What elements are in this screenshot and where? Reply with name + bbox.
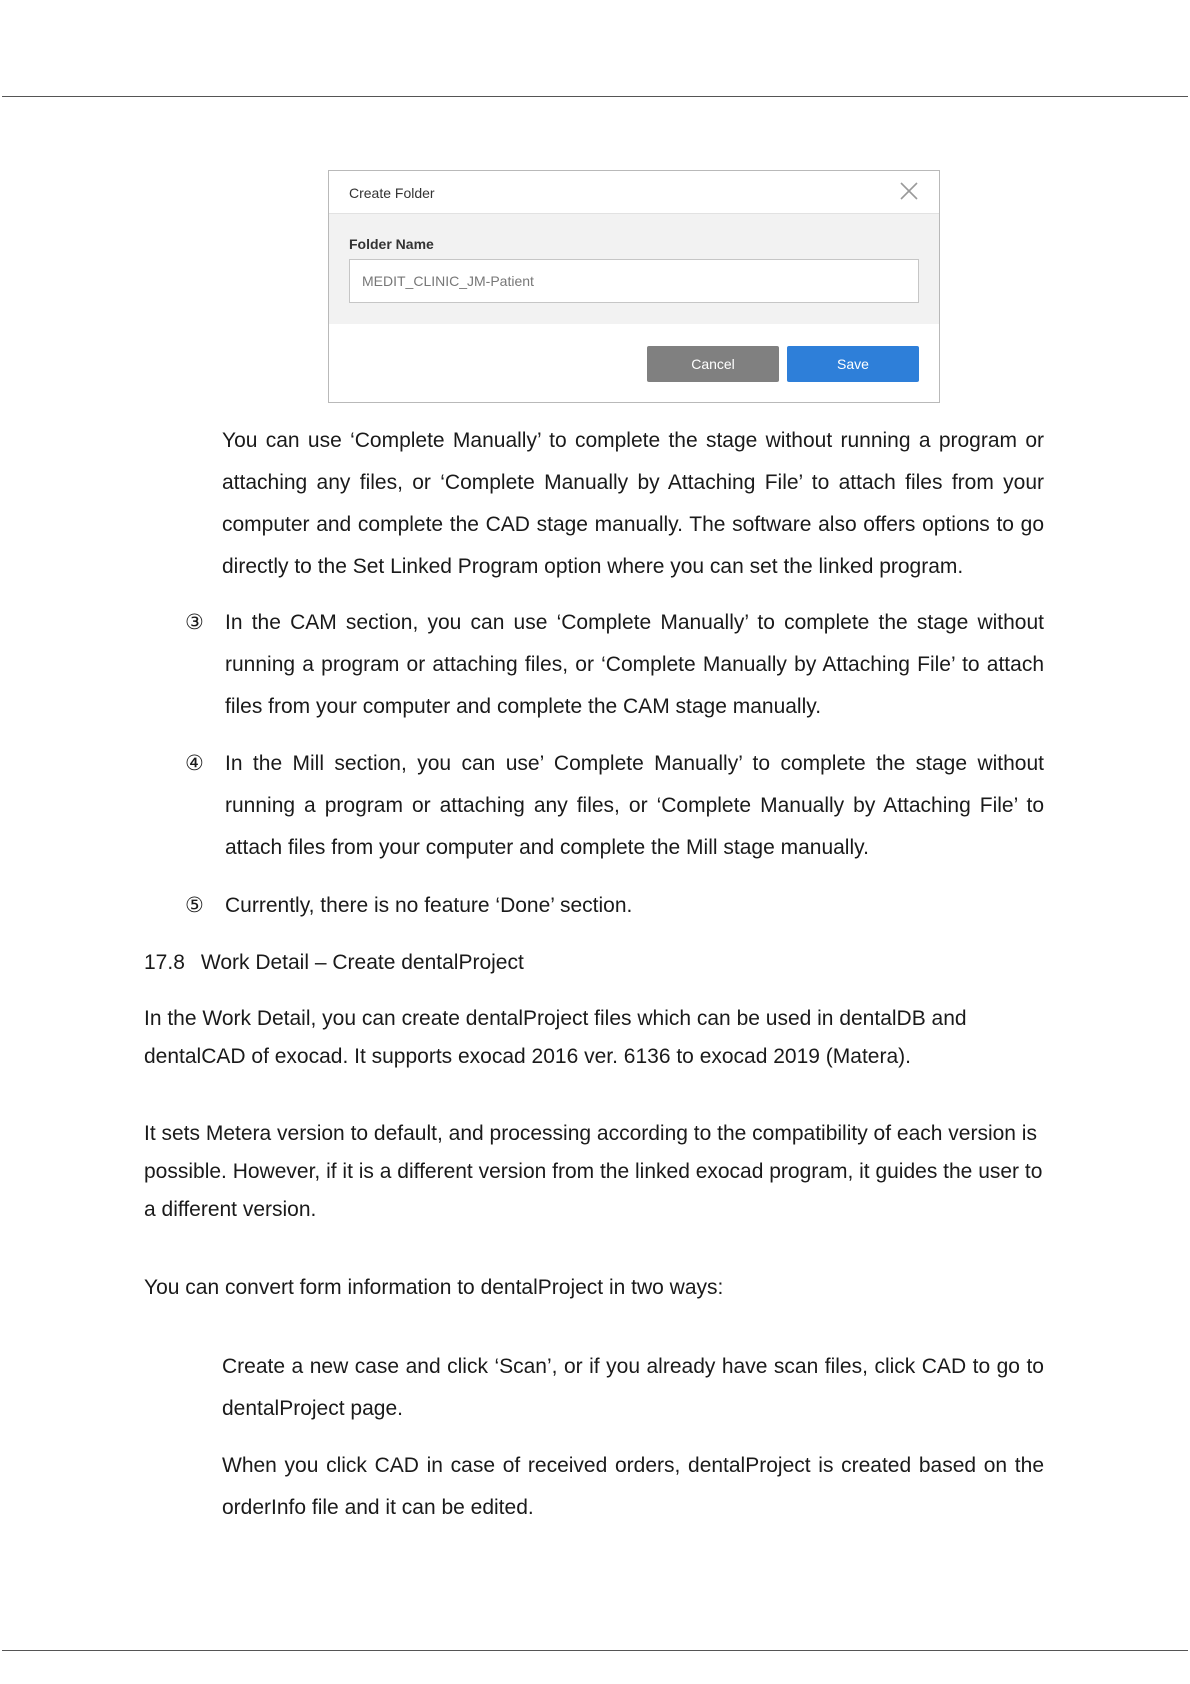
- intro-paragraph: You can use ‘Complete Manually’ to complete the stage without running a program or attaching any files, or ‘Complete Manually by Attaching File’ to attach files from your computer and complete the CAD stage manually. The software also offers options to go directly to the Set Linked Program option where you can set the linked program.: [222, 429, 1044, 578]
- folder-name-input[interactable]: [349, 259, 919, 303]
- dialog-header: [329, 171, 939, 214]
- section-heading: [144, 942, 524, 984]
- list-marker: ④: [185, 752, 204, 775]
- way-item: When you click CAD in case of received orders, dentalProject is created based on the orderInfo file and it can be edited.: [222, 1454, 1044, 1519]
- save-button[interactable]: Save: [787, 346, 919, 382]
- section-title: Work Detail – Create dentalProject: [200, 951, 524, 974]
- footer-rule: [2, 1650, 1188, 1651]
- list-marker: ⑤: [185, 894, 204, 917]
- close-icon[interactable]: [899, 181, 919, 201]
- dialog-title: Create Folder: [349, 185, 435, 201]
- create-folder-dialog: [328, 170, 940, 403]
- list-item-cam: In the CAM section, you can use ‘Complete Manually’ to complete the stage without running a program or attaching files, or ‘Complete Manually by Attaching File’ to attach files from your computer and complete the CAM stage manually.: [225, 611, 1044, 718]
- way-item: Create a new case and click ‘Scan’, or if you already have scan files, click CAD to go to dentalProject page.: [222, 1355, 1044, 1420]
- list-marker: ③: [185, 611, 204, 634]
- folder-name-label: Folder Name: [349, 236, 434, 252]
- list-item-done: Currently, there is no feature ‘Done’ section.: [225, 894, 633, 917]
- section-number: 17.8: [144, 951, 185, 974]
- dialog-body: [329, 214, 939, 324]
- paragraph-intro: In the Work Detail, you can create dentalProject files which can be used in dentalDB and dentalCAD of exocad. It supports exocad 2016 ver. 6136 to exocad 2019 (Matera).: [144, 1007, 967, 1068]
- paragraph-convert: You can convert form information to dentalProject in two ways:: [144, 1276, 724, 1299]
- list-item-mill: In the Mill section, you can use’ Complete Manually’ to complete the stage without running a program or attaching any files, or ‘Complete Manually by Attaching File’ to attach files from your computer and complete the Mill stage manually.: [225, 752, 1044, 859]
- header-rule: [2, 96, 1188, 97]
- paragraph-version: It sets Metera version to default, and processing according to the compatibility of each version is possible. However, if it is a different version from the linked exocad program, it guides the user to a different version.: [144, 1122, 1043, 1221]
- cancel-button[interactable]: Cancel: [647, 346, 779, 382]
